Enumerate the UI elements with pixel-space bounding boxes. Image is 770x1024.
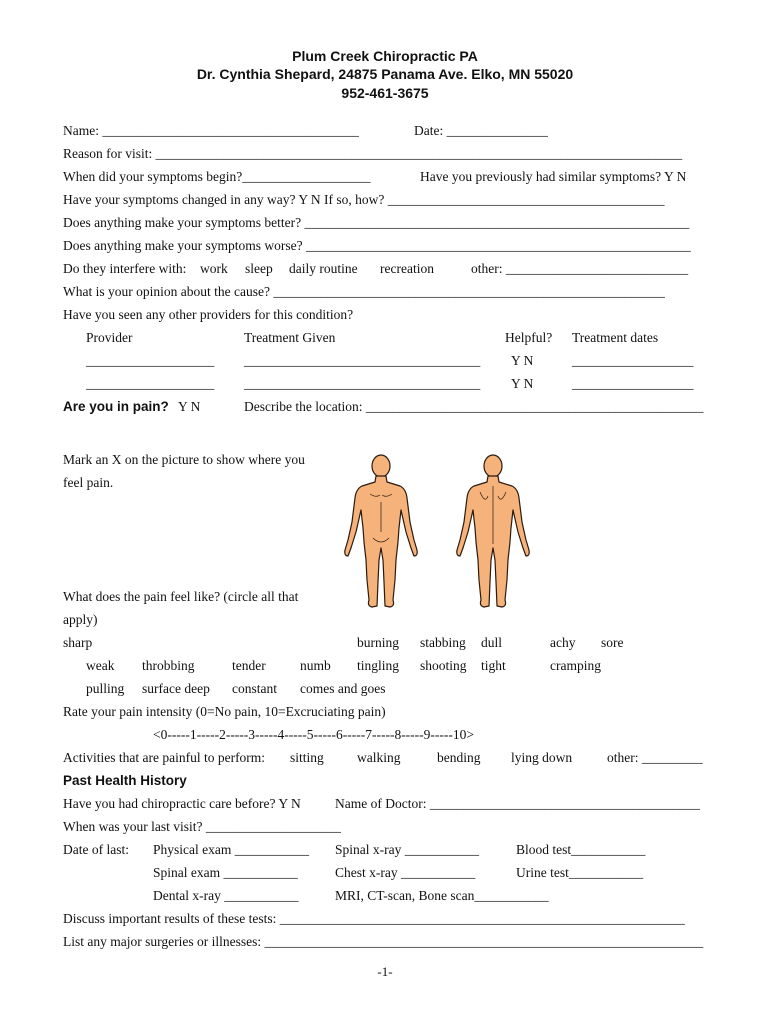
provider-row-2-helpful[interactable]: Y N: [511, 376, 534, 391]
previous-symptoms-question[interactable]: Have you previously had similar symptoms? Y N: [420, 169, 687, 184]
date-of-last-label: Date of last:: [63, 842, 129, 857]
interfere-option-work[interactable]: work: [200, 261, 228, 276]
pain-word-numb[interactable]: numb: [300, 658, 331, 673]
blood-test-field[interactable]: Blood test___________: [516, 842, 646, 857]
other-providers-question: Have you seen any other providers for this condition?: [63, 307, 354, 322]
pain-word-comes-and-goes[interactable]: comes and goes: [300, 681, 386, 696]
interfere-label: Do they interfere with:: [63, 261, 187, 276]
col-header-provider: Provider: [86, 330, 133, 345]
pain-word-pulling[interactable]: pulling: [86, 681, 125, 696]
practice-phone: 952-461-3675: [341, 85, 429, 101]
last-visit-field[interactable]: When was your last visit? ____________________: [63, 819, 341, 834]
spinal-xray-field[interactable]: Spinal x-ray ___________: [335, 842, 479, 857]
pain-location-field[interactable]: Describe the location: __________________________________________________: [244, 399, 704, 414]
mri-ct-bone-scan-field[interactable]: MRI, CT-scan, Bone scan___________: [335, 888, 549, 903]
pain-question: Are you in pain?: [63, 399, 169, 414]
mark-instruction-line2: feel pain.: [63, 475, 114, 490]
activity-lying-down[interactable]: lying down: [511, 750, 573, 765]
pain-word-weak[interactable]: weak: [86, 658, 115, 673]
symptoms-worse-field[interactable]: Does anything make your symptoms worse? _________________________________________________________: [63, 238, 691, 253]
provider-row-1-dates[interactable]: __________________: [572, 353, 694, 368]
provider-row-2-treatment[interactable]: ___________________________________: [244, 376, 481, 391]
body-front-diagram[interactable]: [340, 452, 422, 610]
activity-walking[interactable]: walking: [357, 750, 401, 765]
urine-test-field[interactable]: Urine test___________: [516, 865, 644, 880]
provider-row-1-provider[interactable]: ___________________: [86, 353, 215, 368]
pain-feel-line2: apply): [63, 612, 98, 627]
name-field[interactable]: Name: ______________________________________: [63, 123, 359, 138]
pain-word-cramping[interactable]: cramping: [550, 658, 601, 673]
pain-feel-line1: What does the pain feel like? (circle all that: [63, 589, 299, 604]
date-field[interactable]: Date: _______________: [414, 123, 548, 138]
practice-name: Plum Creek Chiropractic PA: [292, 48, 478, 64]
activity-other-field[interactable]: other: _________: [607, 750, 703, 765]
pain-word-burning[interactable]: burning: [357, 635, 399, 650]
pain-word-tender[interactable]: tender: [232, 658, 266, 673]
symptoms-better-field[interactable]: Does anything make your symptoms better? _________________________________________________________: [63, 215, 690, 230]
cause-opinion-field[interactable]: What is your opinion about the cause? __________________________________________________________: [63, 284, 665, 299]
provider-row-2-dates[interactable]: __________________: [572, 376, 694, 391]
symptoms-begin-field[interactable]: When did your symptoms begin?___________________: [63, 169, 371, 184]
interfere-option-recreation[interactable]: recreation: [380, 261, 434, 276]
pain-word-tight[interactable]: tight: [481, 658, 506, 673]
pain-word-dull[interactable]: dull: [481, 635, 503, 650]
col-header-treatment: Treatment Given: [244, 330, 336, 345]
interfere-option-daily-routine[interactable]: daily routine: [289, 261, 358, 276]
pain-word-sharp[interactable]: sharp: [63, 635, 93, 650]
reason-field[interactable]: Reason for visit: ______________________________________________________________________________: [63, 146, 683, 161]
mark-instruction-line1: Mark an X on the picture to show where you: [63, 452, 305, 467]
chiro-before-question[interactable]: Have you had chiropractic care before? Y N: [63, 796, 301, 811]
page-number: -1-: [377, 964, 393, 979]
surgeries-field[interactable]: List any major surgeries or illnesses: _________________________________________________________________: [63, 934, 704, 949]
pain-word-constant[interactable]: constant: [232, 681, 277, 696]
dental-xray-field[interactable]: Dental x-ray ___________: [153, 888, 299, 903]
doctor-name-field[interactable]: Name of Doctor: ________________________________________: [335, 796, 700, 811]
painful-activities-label: Activities that are painful to perform:: [63, 750, 266, 765]
pain-word-stabbing[interactable]: stabbing: [420, 635, 466, 650]
spinal-exam-field[interactable]: Spinal exam ___________: [153, 865, 298, 880]
col-header-helpful: Helpful?: [505, 330, 553, 345]
pain-yes-no[interactable]: Y N: [178, 399, 201, 414]
pain-word-tingling[interactable]: tingling: [357, 658, 400, 673]
test-results-field[interactable]: Discuss important results of these tests: ____________________________________________________________: [63, 911, 685, 926]
pain-intensity-scale[interactable]: <0-----1-----2-----3-----4-----5-----6-----7-----8-----9-----10>: [153, 727, 475, 742]
chest-xray-field[interactable]: Chest x-ray ___________: [335, 865, 476, 880]
pain-word-sore[interactable]: sore: [601, 635, 624, 650]
activity-bending[interactable]: bending: [437, 750, 481, 765]
activity-sitting[interactable]: sitting: [290, 750, 324, 765]
col-header-dates: Treatment dates: [572, 330, 659, 345]
physical-exam-field[interactable]: Physical exam ___________: [153, 842, 309, 857]
pain-intensity-label: Rate your pain intensity (0=No pain, 10=Excruciating pain): [63, 704, 386, 719]
provider-row-1-helpful[interactable]: Y N: [511, 353, 534, 368]
provider-row-1-treatment[interactable]: ___________________________________: [244, 353, 481, 368]
past-health-history-heading: Past Health History: [63, 773, 187, 788]
practice-address: Dr. Cynthia Shepard, 24875 Panama Ave. Elko, MN 55020: [196, 66, 574, 82]
interfere-option-sleep[interactable]: sleep: [245, 261, 273, 276]
pain-word-achy[interactable]: achy: [550, 635, 576, 650]
interfere-other-field[interactable]: other: ___________________________: [471, 261, 689, 276]
provider-row-2-provider[interactable]: ___________________: [86, 376, 215, 391]
pain-word-throbbing[interactable]: throbbing: [142, 658, 195, 673]
pain-word-surface-deep[interactable]: surface deep: [142, 681, 210, 696]
body-back-diagram[interactable]: [452, 452, 534, 610]
pain-word-shooting[interactable]: shooting: [420, 658, 467, 673]
symptoms-changed-field[interactable]: Have your symptoms changed in any way? Y N If so, how? _________________________________________: [63, 192, 665, 207]
